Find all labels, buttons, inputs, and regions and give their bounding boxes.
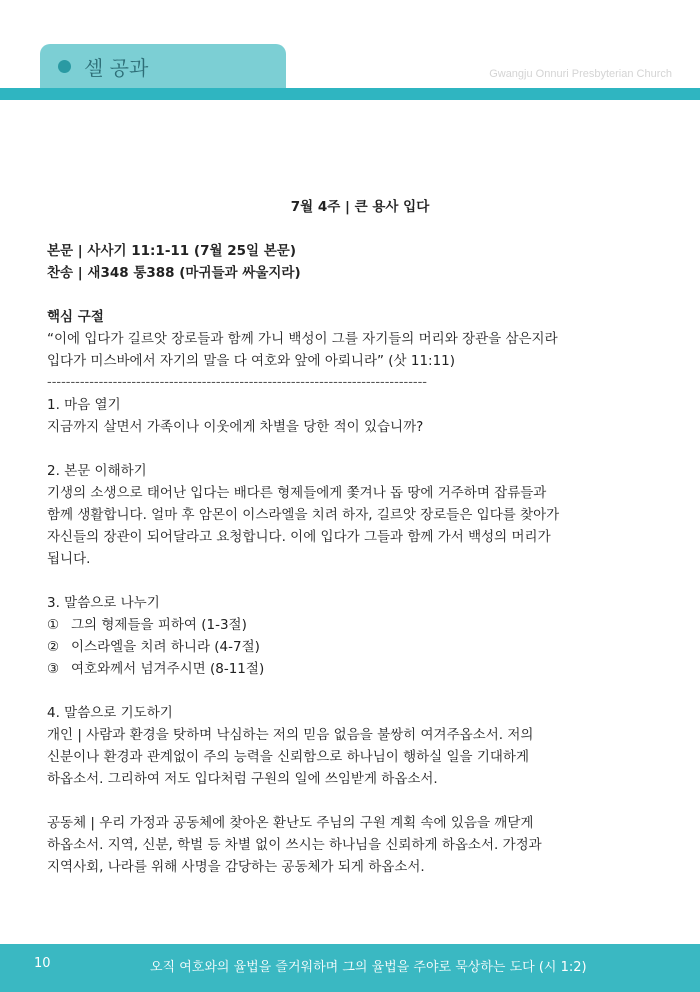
hymn-line: 찬송 | 새348 통388 (마귀들과 싸울지라) <box>47 265 301 281</box>
section-text: 개인 | 사람과 환경을 탓하며 낙심하는 저의 믿음 없음을 불쌍히 여겨주옵소서. 저의 <box>47 727 534 743</box>
section-text: 기생의 소생으로 태어난 입다는 배다른 형제들에게 쫓겨나 돕 땅에 거주하며 잡류들과 <box>47 485 547 501</box>
divider: --------------------------------------------------------------------------------- <box>47 375 427 390</box>
bullet-dot-icon <box>58 60 71 73</box>
section-text: 하옵소서. 그리하여 저도 입다처럼 구원의 일에 쓰임받게 하옵소서. <box>47 771 438 787</box>
lesson-content <box>47 196 673 878</box>
list-item <box>47 614 673 636</box>
key-verse-heading: 핵심 구절 <box>47 309 104 325</box>
section-text: 공동체 | 우리 가정과 공동체에 찾아온 환난도 주님의 구원 계획 속에 있음을 깨닫게 <box>47 815 534 831</box>
section-text: 지금까지 살면서 가족이나 이웃에게 차별을 당한 적이 있습니까? <box>47 419 424 435</box>
footer-verse: 오직 여호와의 율법을 즐거워하며 그의 율법을 주야로 묵상하는 도다 (시 1:2) <box>150 960 587 975</box>
section-heading: 3. 말씀으로 나누기 <box>47 595 160 611</box>
section-text: 하옵소서. 지역, 신분, 학벌 등 차별 없이 쓰시는 하나님을 신뢰하게 하옵소서. 가정과 <box>47 837 542 853</box>
list-number: ③ <box>47 661 60 677</box>
section-heading: 1. 마음 열기 <box>47 397 121 413</box>
church-name: Gwangju Onnuri Presbyterian Church <box>489 68 672 80</box>
section-text: 자신들의 장관이 되어달라고 요청합니다. 이에 입다가 그들과 함께 가서 백성의 머리가 <box>47 529 551 545</box>
section-heading: 2. 본문 이해하기 <box>47 463 147 479</box>
section-tab <box>40 44 286 88</box>
section-text: 신분이나 환경과 관계없이 주의 능력을 신뢰함으로 하나님이 행하실 일을 기대하게 <box>47 749 530 765</box>
list-number: ① <box>47 617 60 633</box>
list-item-text: 그의 형제들을 피하여 (1-3절) <box>71 617 247 633</box>
list-item <box>47 658 673 680</box>
section-text: 함께 생활합니다. 얼마 후 암몬이 이스라엘을 치려 하자, 길르앗 장로들은 입다를 찾아가 <box>47 507 560 523</box>
key-verse-line: “이에 입다가 길르앗 장로들과 함께 가니 백성이 그를 자기들의 머리와 장관을 삼은지라 <box>47 331 558 347</box>
list-number: ② <box>47 639 60 655</box>
footer-band <box>0 944 700 992</box>
page-number: 10 <box>34 956 51 971</box>
section-text: 됩니다. <box>47 551 91 567</box>
list-item-text: 이스라엘을 치려 하니라 (4-7절) <box>71 639 260 655</box>
section-text: 지역사회, 나라를 위해 사명을 감당하는 공동체가 되게 하옵소서. <box>47 859 425 875</box>
tab-title: 셀 공과 <box>84 56 149 80</box>
section-heading: 4. 말씀으로 기도하기 <box>47 705 173 721</box>
list-item <box>47 636 673 658</box>
lesson-title: 7월 4주 | 큰 용사 입다 <box>290 199 430 215</box>
list-item-text: 여호와께서 넘겨주시면 (8-11절) <box>71 661 265 677</box>
header-band <box>0 88 700 100</box>
key-verse-line: 입다가 미스바에서 자기의 말을 다 여호와 앞에 아뢰니라” (삿 11:11) <box>47 353 456 369</box>
scripture-line: 본문 | 사사기 11:1-11 (7월 25일 본문) <box>47 243 296 259</box>
